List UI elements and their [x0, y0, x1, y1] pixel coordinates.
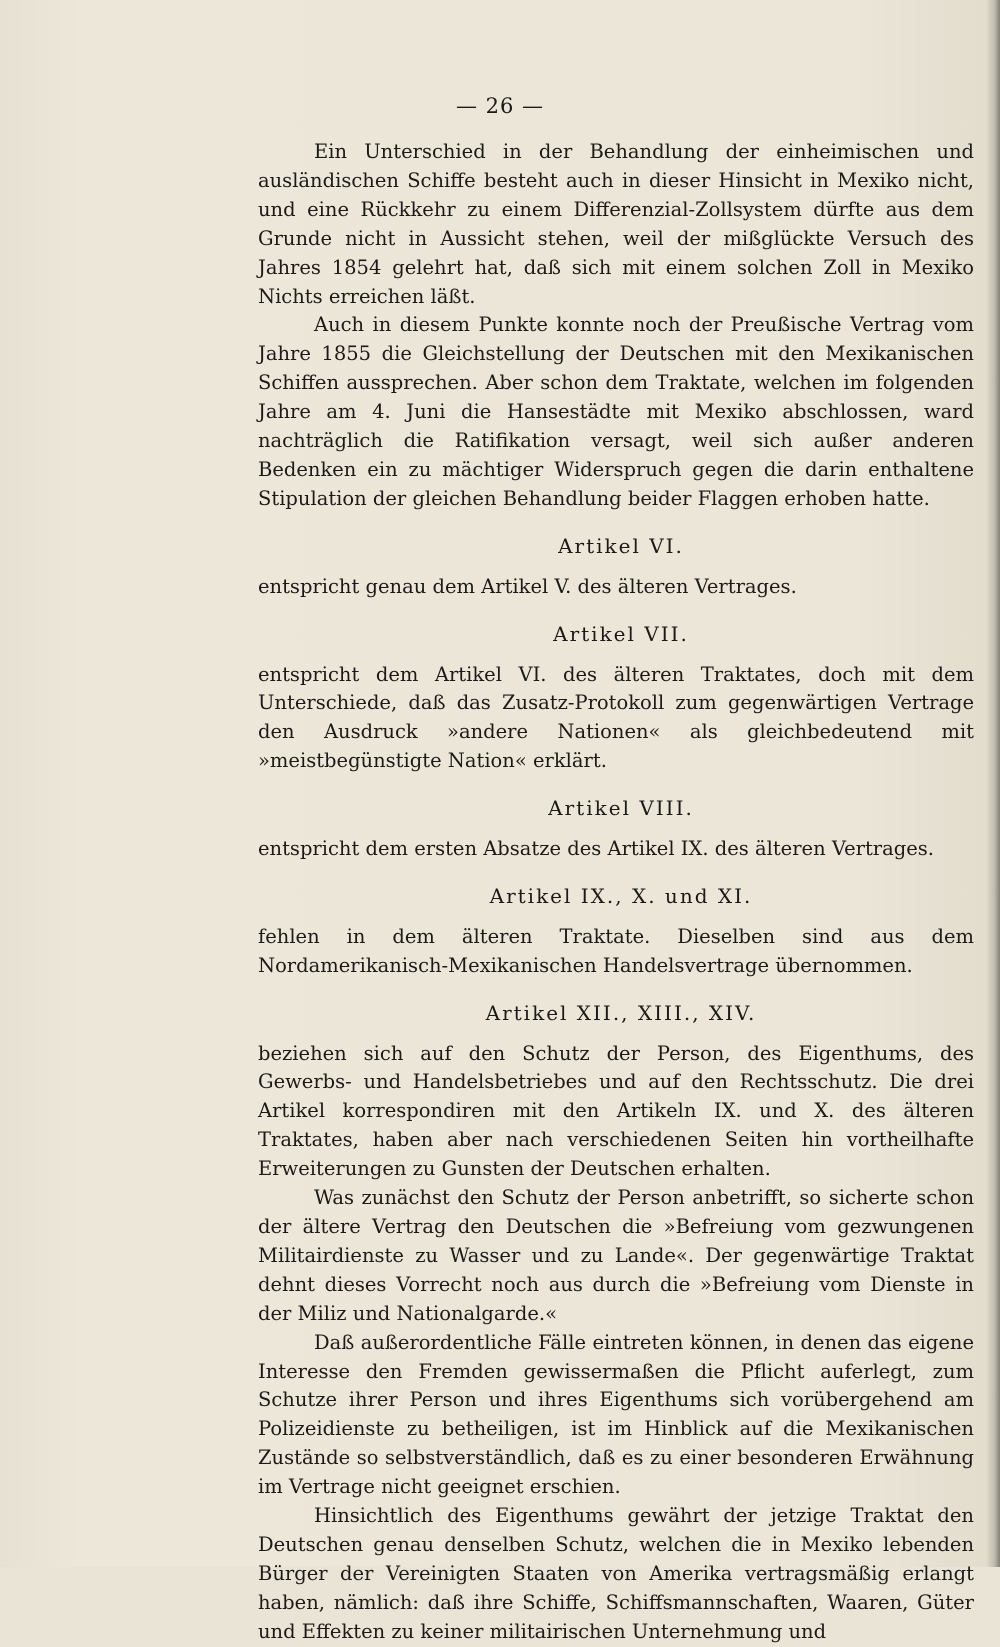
paragraph: entspricht genau dem Artikel V. des älteren Vertrages.	[258, 574, 797, 598]
article-heading: Artikel VI.	[558, 533, 684, 558]
paragraph: fehlen in dem älteren Traktate. Dieselben sind aus dem Nordamerikanisch-Mexikanischen Handelsvertrage übernommen.	[258, 924, 974, 977]
article-heading: Artikel XII., XIII., XIV.	[485, 1000, 757, 1025]
paragraph: Was zunächst den Schutz der Person anbetrifft, so sicherte schon der ältere Vertrag den Deutschen die »Befreiung vom gezwungenen Militairdienste zu Wasser und zu Lande«. Der gegenwärtige Traktat dehnt dieses Vorrecht noch aus durch die »Befreiung vom Dienste in der Miliz und Nationalgarde.«	[258, 1186, 974, 1325]
paragraph: entspricht dem ersten Absatze des Artikel IX. des älteren Vertrages.	[258, 837, 934, 861]
body-text	[258, 138, 974, 1647]
paragraph: entspricht dem Artikel VI. des älteren Traktates, doch mit dem Unterschiede, daß das Zusatz-Protokoll zum gegenwärtigen Vertrage den Ausdruck »andere Nationen« als gleichbedeutend mit »meistbegünstigte Nation« erklärt.	[258, 662, 974, 773]
article-heading: Artikel VIII.	[548, 796, 694, 821]
article-heading: Artikel IX., X. und XI.	[489, 883, 753, 908]
paragraph: Hinsichtlich des Eigenthums gewährt der jetzige Traktat den Deutschen genau denselben Schutz, welchen die in Mexiko lebenden Bürger der Vereinigten Staaten von Amerika vertragsmäßig erlangt haben, nämlich: daß ihre Schiffe, Schiffsmannschaften, Waaren, Güter und Effekten zu keiner militairischen Unternehmung und	[258, 1504, 974, 1643]
paragraph: Daß außerordentliche Fälle eintreten können, in denen das eigene Interesse den Fremden gewissermaßen die Pflicht auferlegt, zum Schutze ihrer Person und ihres Eigenthums sich vorübergehend am Polizeidienste zu betheiligen, ist im Hinblick auf die Mexikanischen Zustände so selbstverständlich, daß es zu einer besonderen Erwähnung im Vertrage nicht geeignet erschien.	[258, 1330, 974, 1499]
article-heading: Artikel VII.	[553, 621, 689, 646]
page-number: — 26 —	[455, 94, 545, 118]
page-edge-shadow	[986, 0, 1000, 1567]
paragraph: beziehen sich auf den Schutz der Person, des Eigenthums, des Gewerbs- und Handelsbetriebes und auf den Rechtsschutz. Die drei Artikel korrespondiren mit den Artikeln IX. und X. des älteren Traktates, haben aber nach verschiedenen Seiten hin vortheilhafte Erweiterungen zu Gunsten der Deutschen erhalten.	[258, 1041, 974, 1181]
paragraph: Auch in diesem Punkte konnte noch der Preußische Vertrag vom Jahre 1855 die Gleichstellung der Deutschen mit den Mexikanischen Schiffen aussprechen. Aber schon dem Traktate, welchen im folgenden Jahre am 4. Juni die Hansestädte mit Mexiko abschlossen, ward nachträglich die Ratifikation versagt, weil sich außer anderen Bedenken ein zu mächtiger Widerspruch gegen die darin enthaltene Stipulation der gleichen Behandlung beider Flaggen erhoben hatte.	[258, 313, 974, 510]
paragraph: Ein Unterschied in der Behandlung der einheimischen und ausländischen Schiffe besteht auch in dieser Hinsicht in Mexiko nicht, und eine Rückkehr zu einem Differenzial-Zollsystem dürfte aus dem Grunde nicht in Aussicht stehen, weil der mißglückte Versuch des Jahres 1854 gelehrt hat, daß sich mit einem solchen Zoll in Mexiko Nichts erreichen läßt.	[258, 140, 974, 308]
